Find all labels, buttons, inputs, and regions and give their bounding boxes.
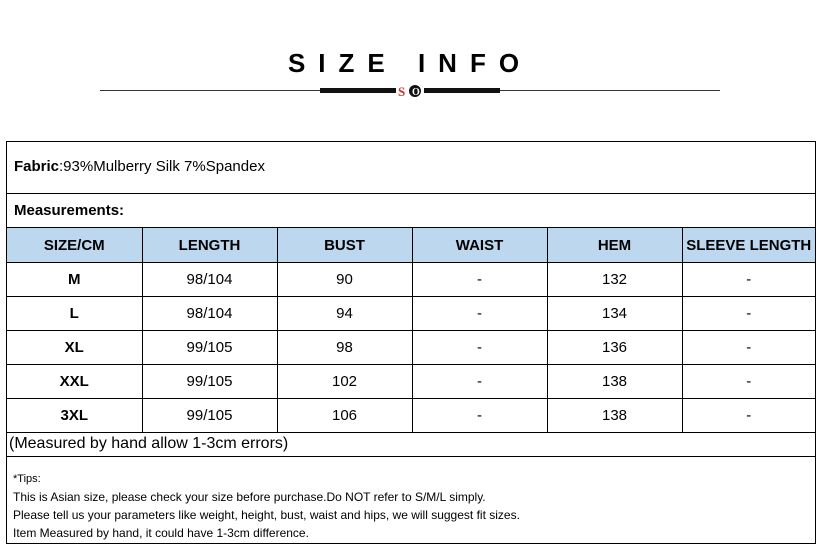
- fabric-row: [7, 142, 815, 194]
- table-cell: -: [412, 297, 547, 331]
- column-header: LENGTH: [142, 228, 277, 263]
- table-cell: -: [412, 399, 547, 433]
- table-cell: 99/105: [142, 331, 277, 365]
- fabric-value: :93%Mulberry Silk 7%Spandex: [59, 158, 265, 175]
- table-cell: -: [412, 331, 547, 365]
- table-cell: 134: [547, 297, 682, 331]
- brand-logo: [397, 84, 423, 98]
- svg-text:O: O: [412, 87, 420, 98]
- table-row: [7, 263, 815, 297]
- title-divider-left: [100, 90, 320, 91]
- title-bar-left: [320, 88, 396, 93]
- table-row: [7, 399, 815, 433]
- size-table-container: [6, 141, 816, 544]
- tip-line: This is Asian size, please check your size before purchase.Do NOT refer to S/M/L simply.: [13, 490, 486, 504]
- table-cell: 106: [277, 399, 412, 433]
- table-row: [7, 297, 815, 331]
- column-header: SIZE/CM: [7, 228, 142, 263]
- column-header: BUST: [277, 228, 412, 263]
- table-cell: -: [682, 263, 815, 297]
- table-row: [7, 365, 815, 399]
- table-cell: 98: [277, 331, 412, 365]
- size-cell: M: [7, 263, 142, 297]
- table-cell: 102: [277, 365, 412, 399]
- table-cell: 98/104: [142, 297, 277, 331]
- fabric-label: Fabric: [14, 158, 60, 175]
- tips-heading: *Tips:: [13, 473, 41, 485]
- table-cell: -: [682, 399, 815, 433]
- page-title: SIZE INFO: [287, 48, 533, 78]
- tip-line: Please tell us your parameters like weight, height, bust, waist and hips, we will suggest fit sizes.: [13, 508, 520, 522]
- table-cell: 99/105: [142, 399, 277, 433]
- table-cell: 98/104: [142, 263, 277, 297]
- table-header-row: [7, 228, 815, 263]
- table-cell: -: [682, 365, 815, 399]
- table-cell: 138: [547, 365, 682, 399]
- size-cell: XXL: [7, 365, 142, 399]
- table-cell: 138: [547, 399, 682, 433]
- table-cell: 99/105: [142, 365, 277, 399]
- tips-section: [13, 470, 520, 542]
- table-cell: 136: [547, 331, 682, 365]
- table-cell: -: [682, 297, 815, 331]
- size-cell: XL: [7, 331, 142, 365]
- column-header: SLEEVE LENGTH: [682, 228, 815, 263]
- size-cell: L: [7, 297, 142, 331]
- measurement-note: (Measured by hand allow 1-3cm errors): [7, 432, 815, 457]
- tip-line: Item Measured by hand, it could have 1-3cm difference.: [13, 526, 309, 540]
- title-bar-right: [424, 88, 500, 93]
- table-cell: 94: [277, 297, 412, 331]
- table-cell: 132: [547, 263, 682, 297]
- table-cell: 90: [277, 263, 412, 297]
- size-cell: 3XL: [7, 399, 142, 433]
- column-header: WAIST: [412, 228, 547, 263]
- title-divider-right: [500, 90, 720, 91]
- column-header: HEM: [547, 228, 682, 263]
- svg-text:S: S: [398, 84, 406, 98]
- table-row: [7, 331, 815, 365]
- table-cell: -: [412, 365, 547, 399]
- table-cell: -: [682, 331, 815, 365]
- table-cell: -: [412, 263, 547, 297]
- size-table: [7, 228, 815, 433]
- measurements-label: Measurements:: [7, 194, 815, 228]
